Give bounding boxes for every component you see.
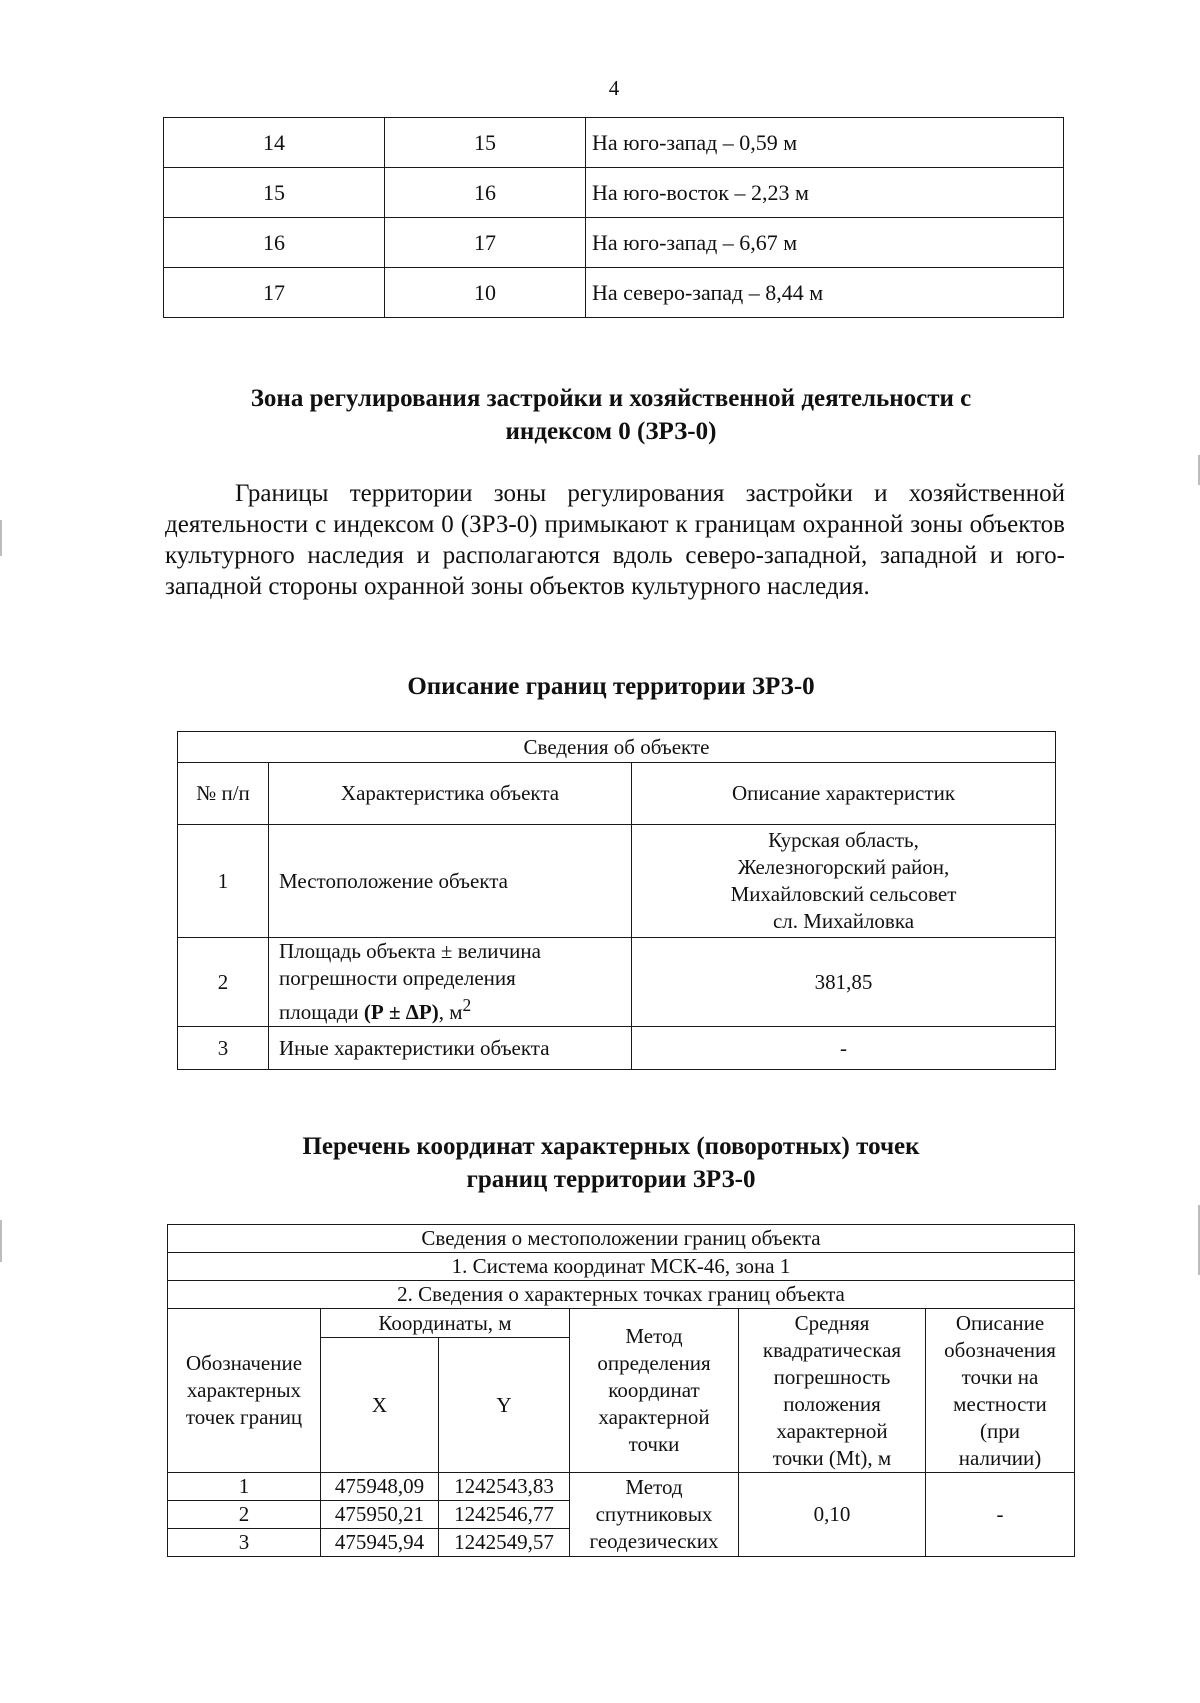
direction-cell: На юго-восток – 2,23 м: [586, 168, 1064, 218]
header-line: точки (Mt), м: [772, 1445, 892, 1470]
area-word: площади: [279, 1000, 359, 1024]
description-line: Железногорский район,: [737, 855, 950, 879]
method-line: спутниковых: [595, 1502, 713, 1526]
header-method: [570, 1309, 739, 1473]
x-cell: 475950,21: [321, 1501, 439, 1529]
description-line: Михайловский сельсовет: [730, 882, 957, 906]
coords-heading-line: границ территории ЗРЗ-0: [466, 1166, 756, 1193]
description-heading: Описание границ территории ЗРЗ-0: [407, 673, 815, 700]
scan-edge-mark: [0, 1220, 2, 1262]
from-point-cell: 14: [164, 118, 385, 168]
description-line: сл. Михайловка: [772, 909, 915, 933]
header-num: № п/п: [178, 763, 269, 825]
header-line: положения: [783, 1391, 881, 1416]
boundary-segments-table: [163, 117, 1064, 318]
table-header-row: [168, 1309, 1075, 1338]
coords-heading: [200, 1130, 1022, 1196]
direction-cell: На юго-запад – 0,59 м: [586, 118, 1064, 168]
x-cell: 475945,94: [321, 1529, 439, 1557]
table-title-row: [168, 1253, 1075, 1281]
table-title-row: [168, 1281, 1075, 1309]
to-point-cell: 15: [385, 118, 586, 168]
table-row: [164, 268, 1064, 318]
table-row: [164, 118, 1064, 168]
row-num: 3: [178, 1027, 269, 1070]
area-unit: , м: [438, 1000, 463, 1024]
coords-title-2: 1. Система координат МСК-46, зона 1: [168, 1253, 1075, 1281]
header-line: (при: [980, 1418, 1020, 1443]
object-info-table: [177, 731, 1056, 1070]
y-cell: 1242546,77: [439, 1501, 570, 1529]
header-characteristic: Характеристика объекта: [269, 763, 632, 825]
from-point-cell: 17: [164, 268, 385, 318]
point-cell: 3: [168, 1529, 321, 1557]
x-cell: 475948,09: [321, 1473, 439, 1501]
method-cell: [570, 1473, 739, 1557]
error-cell: 0,10: [739, 1473, 926, 1557]
table-row: [164, 168, 1064, 218]
direction-cell: На северо-запад – 8,44 м: [586, 268, 1064, 318]
header-line: характерной: [776, 1418, 888, 1443]
section-heading: [160, 382, 1062, 448]
from-point-cell: 15: [164, 168, 385, 218]
header-coords: Координаты, м: [321, 1309, 570, 1338]
header-line: наличии): [958, 1445, 1042, 1470]
header-line: характерной: [598, 1405, 710, 1429]
zone-paragraph: [165, 478, 1065, 602]
header-line: обозначения: [944, 1337, 1056, 1362]
header-line: Метод: [625, 1324, 683, 1348]
header-line: местности: [953, 1391, 1047, 1416]
description-line: Курская область,: [768, 828, 919, 852]
area-formula: (Р ± ΔР): [363, 1000, 439, 1024]
header-line: точки: [628, 1432, 680, 1456]
header-line: определения: [597, 1351, 711, 1375]
coords-title-1: Сведения о местоположении границ объекта: [168, 1225, 1075, 1253]
header-line: Обозначение: [185, 1351, 303, 1375]
table-row: [168, 1473, 1075, 1501]
row-description: -: [632, 1027, 1056, 1070]
page-number: 4: [608, 76, 620, 100]
y-cell: 1242543,83: [439, 1473, 570, 1501]
header-description: Описание характеристик: [632, 763, 1056, 825]
object-table-title: Сведения об объекте: [178, 732, 1056, 763]
to-point-cell: 10: [385, 268, 586, 318]
scan-edge-mark: [0, 520, 2, 556]
header-line: координат: [608, 1378, 700, 1402]
header-y: Y: [439, 1338, 570, 1473]
header-x: X: [321, 1338, 439, 1473]
header-line: точки на: [961, 1364, 1039, 1389]
table-row: [178, 1027, 1056, 1070]
table-row: [178, 825, 1056, 938]
header-point-description: [926, 1309, 1075, 1473]
from-point-cell: 16: [164, 218, 385, 268]
row-num: 1: [178, 825, 269, 938]
row-characteristic: Местоположение объекта: [269, 825, 632, 938]
characteristic-line: Площадь объекта ± величина: [279, 939, 541, 963]
area-unit-superscript: 2: [462, 995, 472, 1015]
coordinates-table: [167, 1224, 1075, 1557]
header-line: Средняя: [794, 1310, 870, 1335]
row-num: 2: [178, 938, 269, 1027]
method-line: Метод: [625, 1475, 683, 1499]
header-error: [739, 1309, 926, 1473]
header-line: квадратическая: [762, 1337, 902, 1362]
section-heading-line: индексом 0 (ЗРЗ-0): [505, 418, 717, 445]
header-line: характерных: [186, 1378, 302, 1402]
point-cell: 2: [168, 1501, 321, 1529]
direction-cell: На юго-запад – 6,67 м: [586, 218, 1064, 268]
table-row: [178, 938, 1056, 1027]
table-title-row: [168, 1225, 1075, 1253]
row-characteristic: [269, 938, 632, 1027]
section-heading-line: Зона регулирования застройки и хозяйственной деятельности с: [250, 385, 972, 412]
row-description: 381,85: [632, 938, 1056, 1027]
header-line: точек границ: [185, 1405, 303, 1429]
coords-title-3: 2. Сведения о характерных точках границ объекта: [168, 1281, 1075, 1309]
coords-heading-line: Перечень координат характерных (поворотных) точек: [302, 1133, 920, 1160]
table-title-row: [178, 732, 1056, 763]
point-cell: 1: [168, 1473, 321, 1501]
characteristic-line: погрешности определения: [279, 966, 516, 990]
header-line: Описание: [955, 1310, 1045, 1335]
method-line: геодезических: [589, 1529, 719, 1553]
row-characteristic: Иные характеристики объекта: [269, 1027, 632, 1070]
characteristic-line: [279, 992, 631, 1026]
row-description: [632, 825, 1056, 938]
point-description-cell: -: [926, 1473, 1075, 1557]
table-header-row: [178, 763, 1056, 825]
paragraph-text: Границы территории зоны регулирования застройки и хозяйственной деятельности с индексом 0 (ЗРЗ-0) примыкают к границам охранной зоны объектов культурного наследия и располагаются вдоль северо-западной, западной и юго-западной стороны охранной зоны объектов культурного наследия.: [165, 480, 1065, 600]
y-cell: 1242549,57: [439, 1529, 570, 1557]
header-point: [168, 1309, 321, 1473]
to-point-cell: 16: [385, 168, 586, 218]
to-point-cell: 17: [385, 218, 586, 268]
table-row: [164, 218, 1064, 268]
header-line: погрешность: [773, 1364, 891, 1389]
